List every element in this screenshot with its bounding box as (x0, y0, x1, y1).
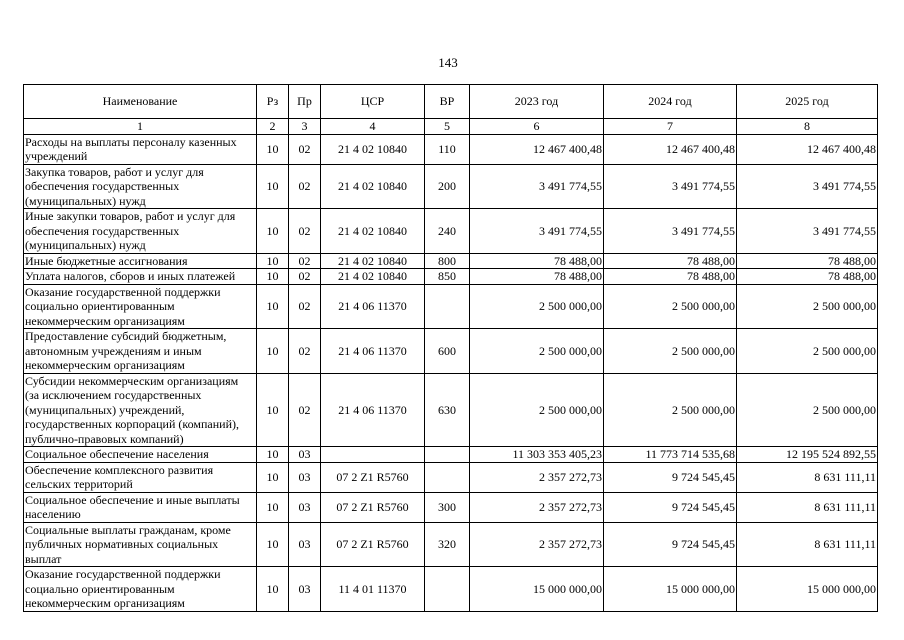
column-number: 5 (425, 119, 470, 135)
table-row (24, 284, 878, 329)
row-csr: 07 2 Z1 R5760 (321, 492, 425, 522)
header-pr: Пр (289, 85, 321, 119)
row-amount-2024: 9 724 545,45 (604, 492, 737, 522)
row-csr: 21 4 02 10840 (321, 209, 425, 254)
row-amount-2023: 2 500 000,00 (470, 329, 604, 374)
header-row (24, 85, 878, 119)
row-pr: 02 (289, 209, 321, 254)
row-name: Иные закупки товаров, работ и услуг для обеспечения государственных (муниципальных) нужд (24, 209, 257, 254)
row-vr: 300 (425, 492, 470, 522)
row-amount-2023: 2 500 000,00 (470, 284, 604, 329)
row-amount-2025: 2 500 000,00 (737, 284, 878, 329)
row-amount-2025: 3 491 774,55 (737, 164, 878, 209)
row-rz: 10 (257, 134, 289, 164)
row-rz: 10 (257, 269, 289, 285)
row-amount-2025: 15 000 000,00 (737, 567, 878, 612)
row-csr: 21 4 06 11370 (321, 329, 425, 374)
row-amount-2025: 2 500 000,00 (737, 329, 878, 374)
row-csr: 21 4 02 10840 (321, 269, 425, 285)
column-number-row (24, 119, 878, 135)
row-amount-2025: 12 467 400,48 (737, 134, 878, 164)
row-csr: 21 4 06 11370 (321, 373, 425, 447)
header-csr: ЦСР (321, 85, 425, 119)
row-rz: 10 (257, 567, 289, 612)
row-name: Предоставление субсидий бюджетным, автономным учреждениям и иным некоммерческим организациям (24, 329, 257, 374)
row-vr: 110 (425, 134, 470, 164)
row-amount-2024: 3 491 774,55 (604, 209, 737, 254)
row-amount-2025: 8 631 111,11 (737, 492, 878, 522)
row-csr: 21 4 02 10840 (321, 164, 425, 209)
row-pr: 03 (289, 522, 321, 567)
row-name: Иные бюджетные ассигнования (24, 253, 257, 269)
row-amount-2024: 2 500 000,00 (604, 329, 737, 374)
row-amount-2023: 2 357 272,73 (470, 492, 604, 522)
row-pr: 02 (289, 253, 321, 269)
row-amount-2023: 15 000 000,00 (470, 567, 604, 612)
row-rz: 10 (257, 329, 289, 374)
row-vr (425, 284, 470, 329)
row-amount-2024: 78 488,00 (604, 269, 737, 285)
row-amount-2025: 12 195 524 892,55 (737, 447, 878, 463)
page-number: 143 (438, 55, 458, 70)
row-amount-2025: 78 488,00 (737, 269, 878, 285)
budget-table (23, 84, 878, 612)
row-name: Социальное обеспечение и иные выплаты населению (24, 492, 257, 522)
row-pr: 02 (289, 134, 321, 164)
column-number: 1 (24, 119, 257, 135)
row-amount-2023: 78 488,00 (470, 269, 604, 285)
row-rz: 10 (257, 253, 289, 269)
row-name: Обеспечение комплексного развития сельских территорий (24, 462, 257, 492)
row-name: Закупка товаров, работ и услуг для обеспечения государственных (муниципальных) нужд (24, 164, 257, 209)
row-pr: 02 (289, 284, 321, 329)
row-amount-2023: 2 357 272,73 (470, 462, 604, 492)
row-pr: 03 (289, 447, 321, 463)
row-amount-2024: 12 467 400,48 (604, 134, 737, 164)
row-csr: 11 4 01 11370 (321, 567, 425, 612)
row-vr (425, 447, 470, 463)
row-amount-2023: 78 488,00 (470, 253, 604, 269)
row-pr: 02 (289, 269, 321, 285)
row-vr (425, 567, 470, 612)
row-rz: 10 (257, 209, 289, 254)
row-vr: 320 (425, 522, 470, 567)
row-pr: 02 (289, 373, 321, 447)
header-2023: 2023 год (470, 85, 604, 119)
header-vr: ВР (425, 85, 470, 119)
table-row (24, 134, 878, 164)
table-row (24, 522, 878, 567)
row-pr: 02 (289, 164, 321, 209)
row-vr (425, 462, 470, 492)
row-name: Уплата налогов, сборов и иных платежей (24, 269, 257, 285)
row-rz: 10 (257, 462, 289, 492)
row-amount-2025: 8 631 111,11 (737, 522, 878, 567)
row-amount-2024: 2 500 000,00 (604, 284, 737, 329)
header-rz: Рз (257, 85, 289, 119)
table-row (24, 462, 878, 492)
row-amount-2024: 15 000 000,00 (604, 567, 737, 612)
row-vr: 850 (425, 269, 470, 285)
row-name: Субсидии некоммерческим организациям (за исключением государственных (муниципальных) учреждений, государственных корпораций (компаний), публично-правовых компаний) (24, 373, 257, 447)
table-row (24, 209, 878, 254)
row-rz: 10 (257, 522, 289, 567)
column-number: 6 (470, 119, 604, 135)
table-row (24, 329, 878, 374)
row-amount-2025: 8 631 111,11 (737, 462, 878, 492)
row-vr: 800 (425, 253, 470, 269)
row-pr: 02 (289, 329, 321, 374)
row-amount-2023: 2 357 272,73 (470, 522, 604, 567)
column-number: 7 (604, 119, 737, 135)
row-amount-2025: 78 488,00 (737, 253, 878, 269)
row-amount-2024: 2 500 000,00 (604, 373, 737, 447)
row-name: Расходы на выплаты персоналу казенных учреждений (24, 134, 257, 164)
row-csr: 07 2 Z1 R5760 (321, 522, 425, 567)
row-amount-2023: 3 491 774,55 (470, 164, 604, 209)
row-name: Социальные выплаты гражданам, кроме публичных нормативных социальных выплат (24, 522, 257, 567)
row-vr: 200 (425, 164, 470, 209)
row-amount-2023: 11 303 353 405,23 (470, 447, 604, 463)
row-pr: 03 (289, 462, 321, 492)
column-number: 3 (289, 119, 321, 135)
table-row (24, 447, 878, 463)
row-rz: 10 (257, 284, 289, 329)
table-row (24, 164, 878, 209)
row-amount-2025: 3 491 774,55 (737, 209, 878, 254)
row-vr: 600 (425, 329, 470, 374)
row-csr: 21 4 02 10840 (321, 253, 425, 269)
table-row (24, 269, 878, 285)
row-pr: 03 (289, 567, 321, 612)
row-name: Оказание государственной поддержки социально ориентированным некоммерческим организациям (24, 567, 257, 612)
row-csr: 07 2 Z1 R5760 (321, 462, 425, 492)
row-rz: 10 (257, 164, 289, 209)
row-amount-2024: 11 773 714 535,68 (604, 447, 737, 463)
row-csr: 21 4 06 11370 (321, 284, 425, 329)
table-row (24, 373, 878, 447)
row-rz: 10 (257, 447, 289, 463)
row-amount-2024: 9 724 545,45 (604, 462, 737, 492)
row-vr: 630 (425, 373, 470, 447)
row-amount-2023: 2 500 000,00 (470, 373, 604, 447)
table-row (24, 567, 878, 612)
column-number: 8 (737, 119, 878, 135)
header-2024: 2024 год (604, 85, 737, 119)
table-row (24, 253, 878, 269)
row-name: Социальное обеспечение населения (24, 447, 257, 463)
row-amount-2024: 78 488,00 (604, 253, 737, 269)
row-rz: 10 (257, 492, 289, 522)
row-csr (321, 447, 425, 463)
row-amount-2025: 2 500 000,00 (737, 373, 878, 447)
column-number: 2 (257, 119, 289, 135)
row-name: Оказание государственной поддержки социально ориентированным некоммерческим организациям (24, 284, 257, 329)
row-amount-2023: 12 467 400,48 (470, 134, 604, 164)
row-csr: 21 4 02 10840 (321, 134, 425, 164)
row-rz: 10 (257, 373, 289, 447)
header-name: Наименование (24, 85, 257, 119)
header-2025: 2025 год (737, 85, 878, 119)
row-vr: 240 (425, 209, 470, 254)
row-amount-2024: 9 724 545,45 (604, 522, 737, 567)
table-row (24, 492, 878, 522)
row-amount-2024: 3 491 774,55 (604, 164, 737, 209)
column-number: 4 (321, 119, 425, 135)
row-pr: 03 (289, 492, 321, 522)
row-amount-2023: 3 491 774,55 (470, 209, 604, 254)
